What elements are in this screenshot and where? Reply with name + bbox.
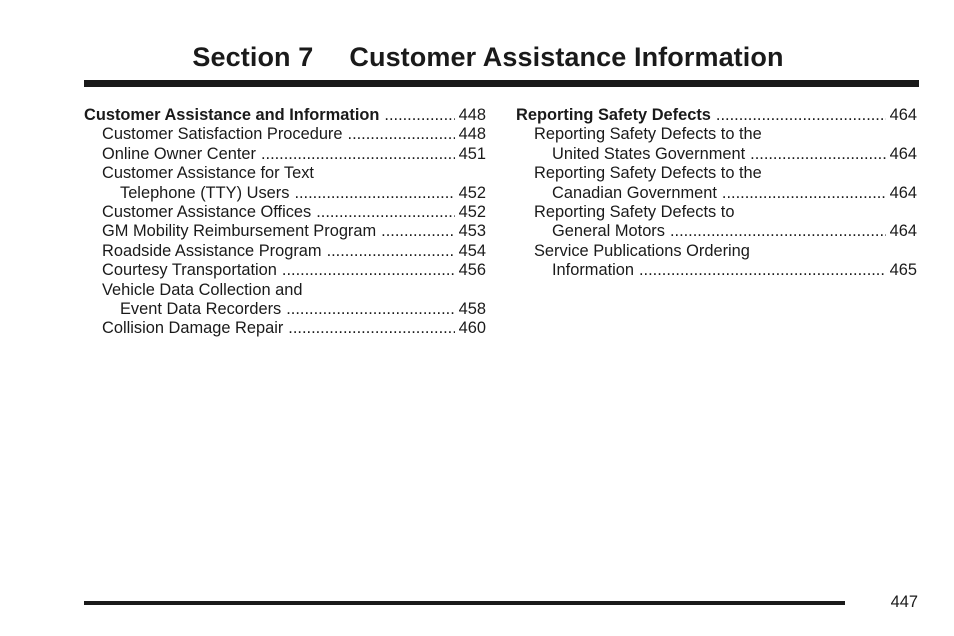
- page-number: 447: [890, 593, 918, 611]
- dot-leader: [348, 125, 455, 144]
- dot-leader: [639, 261, 886, 280]
- toc-entry[interactable]: [516, 106, 917, 125]
- dot-leader: [384, 106, 454, 125]
- toc-entry[interactable]: [84, 164, 486, 203]
- section-title: Customer Assistance Information: [349, 42, 784, 72]
- toc-entry-page: 454: [458, 241, 486, 260]
- toc-entry-page: 453: [458, 222, 486, 241]
- toc-entry-title: Telephone (TTY) Users: [120, 183, 290, 202]
- section-number: 7: [298, 42, 314, 72]
- toc-entry[interactable]: [516, 125, 917, 164]
- header-divider: [84, 80, 919, 87]
- footer-divider: [84, 601, 845, 605]
- toc-entry-page: 464: [889, 144, 917, 163]
- dot-leader: [282, 261, 455, 280]
- toc-entry-page: 452: [458, 203, 486, 222]
- toc-entry-title: General Motors: [552, 222, 665, 241]
- toc-entry[interactable]: [84, 106, 486, 125]
- dot-leader: [722, 184, 886, 203]
- dot-leader: [288, 319, 454, 338]
- toc-entry-title: Reporting Safety Defects to: [534, 203, 735, 222]
- section-label: Section: [192, 42, 291, 72]
- dot-leader: [670, 222, 886, 241]
- dot-leader: [381, 222, 454, 241]
- toc-entry-title: Customer Assistance for Text: [102, 164, 314, 183]
- dot-leader: [261, 145, 455, 164]
- toc-entry-page: 452: [458, 183, 486, 202]
- toc-entry-page: 448: [458, 125, 486, 144]
- toc-entry-page: 465: [889, 261, 917, 280]
- toc-entry-title: Online Owner Center: [102, 144, 256, 163]
- toc-entry-title: Reporting Safety Defects to the: [534, 125, 762, 144]
- page-title: [0, 42, 954, 73]
- toc-entry-title: Vehicle Data Collection and: [102, 280, 303, 299]
- toc-entry-title: United States Government: [552, 144, 746, 163]
- toc-entry-title: Event Data Recorders: [120, 300, 282, 319]
- toc-entry-title: Customer Assistance Offices: [102, 203, 312, 222]
- dot-leader: [716, 106, 886, 125]
- toc-entry-title: GM Mobility Reimbursement Program: [102, 222, 377, 241]
- toc-entry-title: Information: [552, 261, 634, 280]
- toc-entry[interactable]: [516, 164, 917, 203]
- dot-leader: [316, 203, 454, 222]
- toc-entry-title: Customer Satisfaction Procedure: [102, 125, 343, 144]
- toc-entry-title: Reporting Safety Defects to the: [534, 164, 762, 183]
- toc-entry-title: Reporting Safety Defects: [516, 106, 711, 124]
- toc-entry[interactable]: [84, 222, 486, 241]
- toc-entry-page: 448: [458, 106, 486, 124]
- toc-entry[interactable]: [84, 261, 486, 280]
- toc-entry[interactable]: [516, 242, 917, 281]
- toc-entry-page: 464: [889, 183, 917, 202]
- toc-entry-page: 464: [889, 222, 917, 241]
- toc-entry-page: 451: [458, 144, 486, 163]
- toc-entry-title: Service Publications Ordering: [534, 241, 750, 260]
- dot-leader: [327, 242, 455, 261]
- toc-entry[interactable]: [84, 125, 486, 144]
- toc-entry[interactable]: [84, 242, 486, 261]
- toc-entry-title: Collision Damage Repair: [102, 319, 284, 338]
- toc-entry-title: Courtesy Transportation: [102, 261, 277, 280]
- toc-entry-page: 460: [458, 319, 486, 338]
- toc-entry-title: Canadian Government: [552, 183, 717, 202]
- dot-leader: [294, 184, 454, 203]
- toc-entry[interactable]: [84, 203, 486, 222]
- toc-entry-page: 458: [458, 300, 486, 319]
- toc-right-column: [516, 106, 917, 281]
- toc-entry-title: Customer Assistance and Information: [84, 106, 380, 124]
- toc-left-column: [84, 106, 486, 339]
- toc-entry[interactable]: [84, 319, 486, 338]
- toc-entry[interactable]: [84, 145, 486, 164]
- toc-entry[interactable]: [516, 203, 917, 242]
- toc-entry-title: Roadside Assistance Program: [102, 241, 322, 260]
- toc-entry[interactable]: [84, 281, 486, 320]
- toc-entry-page: 464: [889, 106, 917, 124]
- dot-leader: [750, 145, 885, 164]
- toc-entry-page: 456: [458, 261, 486, 280]
- dot-leader: [286, 300, 454, 319]
